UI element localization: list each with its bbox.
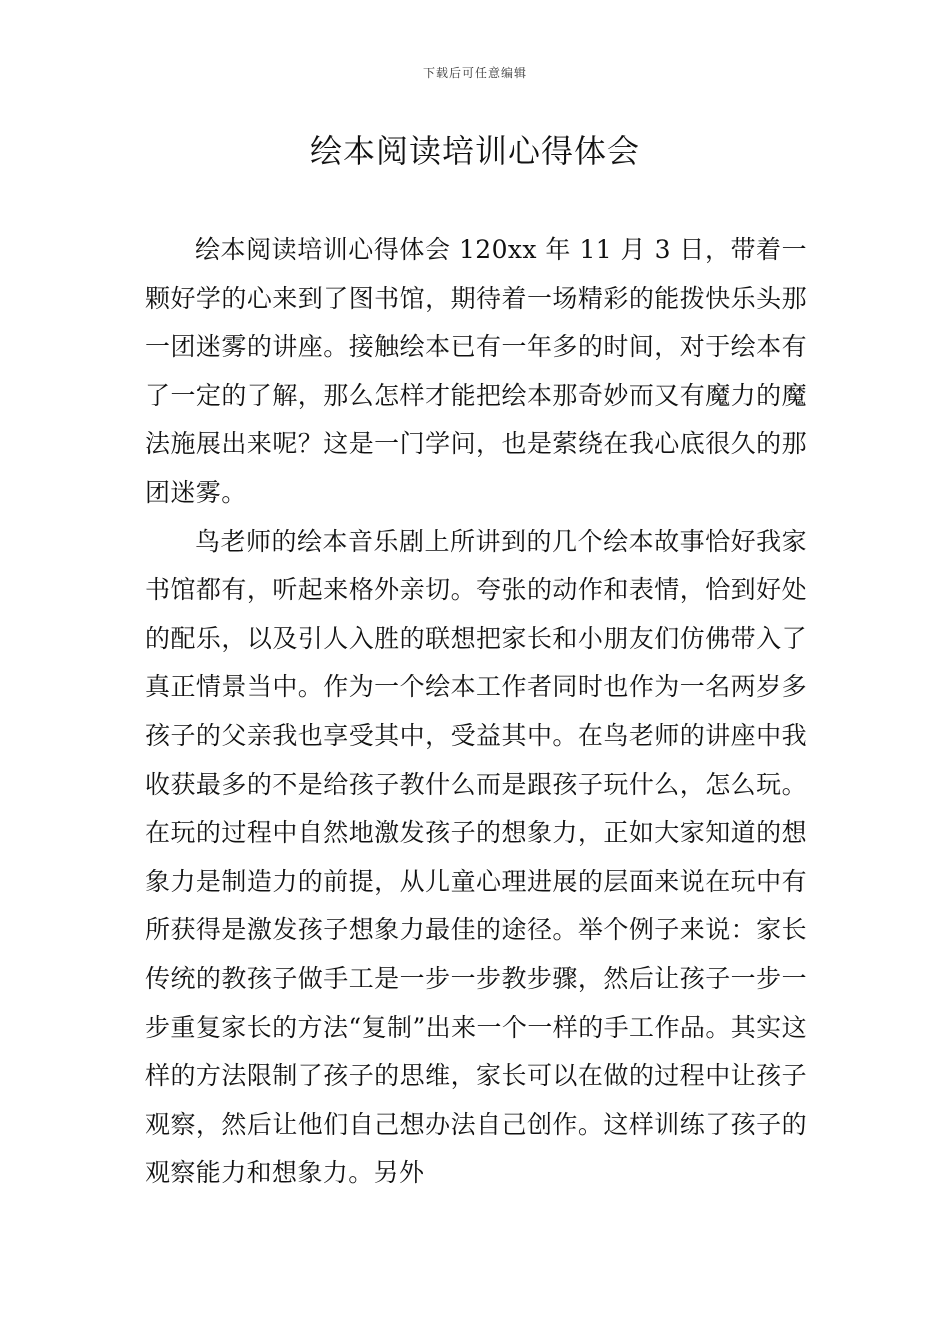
header-note: 下载后可任意编辑 xyxy=(422,66,527,80)
paragraph-1: 绘本阅读培训心得体会 120xx 年 11 月 3 日，带着一颗好学的心来到了图书馆，期待着一场精彩的能拨快乐头那一团迷雾的讲座。接触绘本已有一年多的时间，对于绘本有了一定的了解，那么怎样才能把绘本那奇妙而又有魔力的魔法施展出来呢？这是一门学问，也是萦绕在我心底很久的那团迷雾。 xyxy=(145,235,807,507)
document-body xyxy=(145,226,807,1198)
document-title: 绘本阅读培训心得体会 xyxy=(309,132,640,170)
paragraph-2: 鸟老师的绘本音乐剧上所讲到的几个绘本故事恰好我家书馆都有，听起来格外亲切。夸张的动作和表情，恰到好处的配乐，以及引人入胜的联想把家长和小朋友们仿佛带入了真正情景当中。作为一个绘本工作者同时也作为一名两岁多孩子的父亲我也享受其中，受益其中。在鸟老师的讲座中我收获最多的不是给孩子教什么而是跟孩子玩什么，怎么玩。在玩的过程中自然地激发孩子的想象力，正如大家知道的想象力是制造力的前提，从儿童心理进展的层面来说在玩中有所获得是激发孩子想象力最佳的途径。举个例子来说：家长传统的教孩子做手工是一步一步教步骤，然后让孩子一步一步重复家长的方法“复制”出来一个一样的手工作品。其实这样的方法限制了孩子的思维，家长可以在做的过程中让孩子观察，然后让他们自己想办法自己创作。这样训练了孩子的观察能力和想象力。另外 xyxy=(145,526,807,1188)
